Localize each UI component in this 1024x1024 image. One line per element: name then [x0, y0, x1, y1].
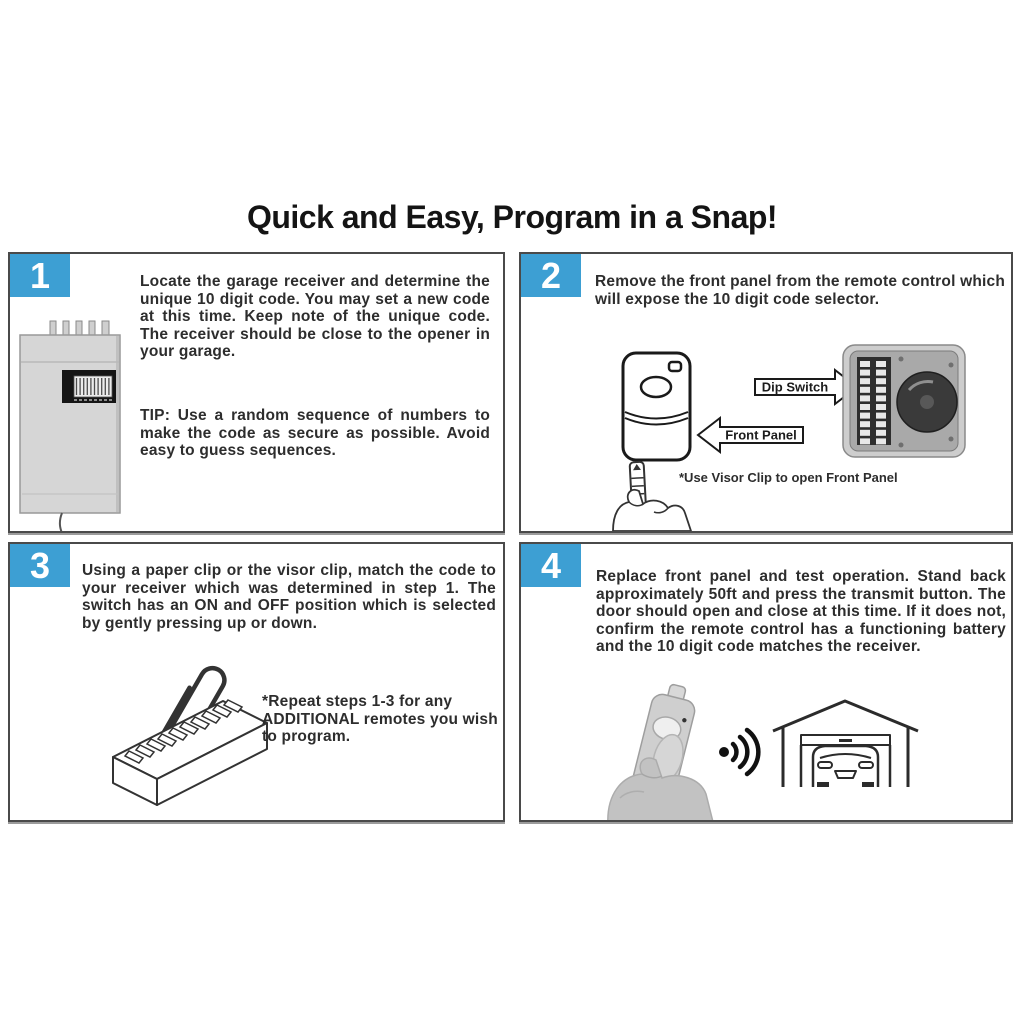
hand-remote-photo	[608, 680, 714, 820]
remote-open-photo	[843, 345, 965, 457]
dip-switch-arrow	[755, 370, 857, 404]
step-2-instructions: Remove the front panel from the remote control which will expose the 10 digit code selector.	[595, 273, 1006, 308]
step-3-repeat-note: *Repeat steps 1-3 for any ADDITIONAL remotes you wish to program.	[262, 693, 498, 745]
step-1-instructions: Locate the garage receiver and determine the unique 10 digit code. You may set a new code at this time. Keep note of the unique code. The receiver should be close to the opener in your garage.	[140, 273, 490, 360]
step-1-number-badge: 1	[10, 254, 70, 297]
visor-clip-caption: *Use Visor Clip to open Front Panel	[679, 470, 898, 485]
step-1-panel	[8, 252, 505, 533]
step-4-panel	[519, 542, 1013, 822]
step-2-panel	[519, 252, 1013, 533]
page-title: Quick and Easy, Program in a Snap!	[246, 199, 778, 235]
signal-waves-icon	[719, 730, 758, 774]
remote-outline-drawing	[623, 353, 690, 460]
step-2-number-badge: 2	[521, 254, 581, 297]
svg-text:Dip Switch: Dip Switch	[761, 379, 829, 395]
step-3-panel	[8, 542, 505, 822]
step-3-instructions: Using a paper clip or the visor clip, match the code to your receiver which was determined in step 1. The switch has an ON and OFF position which is selected by gently pressing up or down.	[82, 562, 496, 632]
step-4-instructions: Replace front panel and test operation. Stand back approximately 50ft and press the transmit button. The door should open and close at this time. If it does not, confirm the remote control has a functioning battery and the 10 digit code matches the receiver.	[596, 568, 1006, 655]
step-4-number-badge: 4	[521, 544, 581, 587]
step-1-tip: TIP: Use a random sequence of numbers to make the code as secure as possible. Avoid easy to guess sequences.	[140, 407, 490, 459]
garage-car-drawing	[773, 701, 918, 787]
svg-text:Front Panel: Front Panel	[725, 427, 797, 443]
front-panel-arrow	[698, 418, 803, 452]
step-3-number-badge: 3	[10, 544, 70, 587]
dip-switch-block	[113, 701, 267, 805]
